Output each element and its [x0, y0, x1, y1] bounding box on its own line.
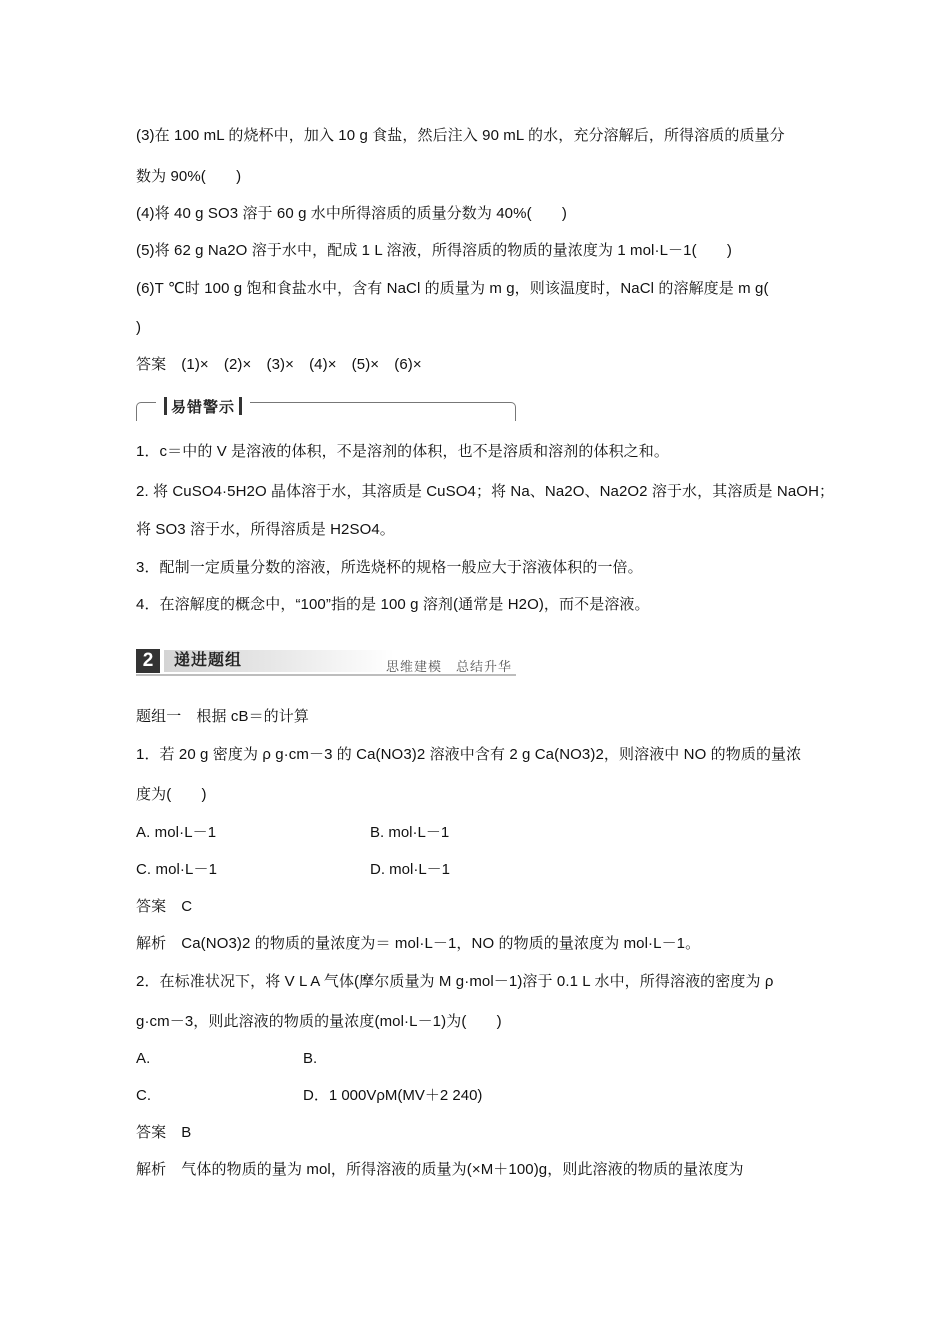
problem-1-line-2: 度为( ): [136, 786, 207, 803]
section-underline: [136, 674, 516, 676]
problem-1-analysis: 解析 Ca(NO3)2 的物质的量浓度为＝ mol·L－1，NO 的物质的量浓度为 mol·L－1。: [136, 935, 701, 952]
warning-item-3: 3．配制一定质量分数的溶液，所选烧杯的规格一般应大于溶液体积的一倍。: [136, 559, 643, 576]
question-3-line-2: 数为 90%( ): [136, 168, 242, 185]
problem-2-analysis: 解析 气体的物质的量为 mol，所得溶液的质量为(×M＋100)g，则此溶液的物质的量浓度为: [136, 1161, 744, 1178]
problem-2-option-c: C.: [136, 1087, 152, 1104]
problem-2-option-a: A.: [136, 1050, 151, 1067]
question-5: (5)将 62 g Na2O 溶于水中，配成 1 L 溶液，所得溶质的物质的量浓度为 1 mol·L－1( ): [136, 242, 732, 259]
section-number: 2: [136, 649, 160, 673]
warning-item-2-line-1: 2. 将 CuSO4·5H2O 晶体溶于水，其溶质是 CuSO4；将 Na、Na2O、Na2O2 溶于水，其溶质是 NaOH；: [136, 483, 835, 500]
problem-1-option-c: C. mol·L－1: [136, 861, 218, 878]
warning-title: 易错警示: [171, 398, 236, 416]
problem-2-option-b: B.: [303, 1050, 318, 1067]
problem-2-answer: 答案 B: [136, 1124, 192, 1141]
group-1-heading: 题组一 根据 cB＝的计算: [136, 708, 309, 725]
question-6-line-1: (6)T ℃时 100 g 饱和食盐水中，含有 NaCl 的质量为 m g，则该温度时，NaCl 的溶解度是 m g(: [136, 280, 769, 297]
warning-label-wrap: [156, 396, 250, 416]
problem-1-option-b: B. mol·L－1: [370, 824, 450, 841]
warning-item-4: 4．在溶解度的概念中，“100”指的是 100 g 溶剂(通常是 H2O)，而不是溶液。: [136, 596, 650, 613]
section-title: 递进题组: [174, 652, 243, 669]
question-4: (4)将 40 g SO3 溶于 60 g 水中所得溶质的质量分数为 40%( ): [136, 205, 567, 222]
error-warning-header: [136, 396, 516, 422]
problem-1-line-1: 1．若 20 g 密度为 ρ g·cm－3 的 Ca(NO3)2 溶液中含有 2 g Ca(NO3)2，则溶液中 NO 的物质的量浓: [136, 746, 802, 763]
problem-1-answer: 答案 C: [136, 898, 193, 915]
answer-line: 答案 (1)× (2)× (3)× (4)× (5)× (6)×: [136, 356, 422, 373]
question-6-line-2: ): [136, 319, 142, 336]
section-2-header: [136, 648, 516, 676]
problem-2-line-2: g·cm－3，则此溶液的物质的量浓度(mol·L－1)为( ): [136, 1013, 502, 1030]
problem-2-option-d: D．1 000VρM(MV＋2 240): [303, 1087, 483, 1104]
warning-item-2-line-2: 将 SO3 溶于水，所得溶质是 H2SO4。: [136, 521, 395, 538]
warning-item-1: 1．c＝中的 V 是溶液的体积，不是溶剂的体积，也不是溶质和溶剂的体积之和。: [136, 443, 669, 460]
question-3-line-1: (3)在 100 mL 的烧杯中，加入 10 g 食盐，然后注入 90 mL 的水，充分溶解后，所得溶质的质量分: [136, 127, 785, 144]
warning-left-bar: [164, 397, 167, 415]
problem-1-option-d: D. mol·L－1: [370, 861, 451, 878]
problem-2-line-1: 2．在标准状况下，将 V L A 气体(摩尔质量为 M g·mol－1)溶于 0.1 L 水中，所得溶液的密度为 ρ: [136, 973, 774, 990]
warning-right-bar: [239, 397, 242, 415]
problem-1-option-a: A. mol·L－1: [136, 824, 217, 841]
section-subtitle: 思维建模 总结升华: [386, 659, 513, 674]
